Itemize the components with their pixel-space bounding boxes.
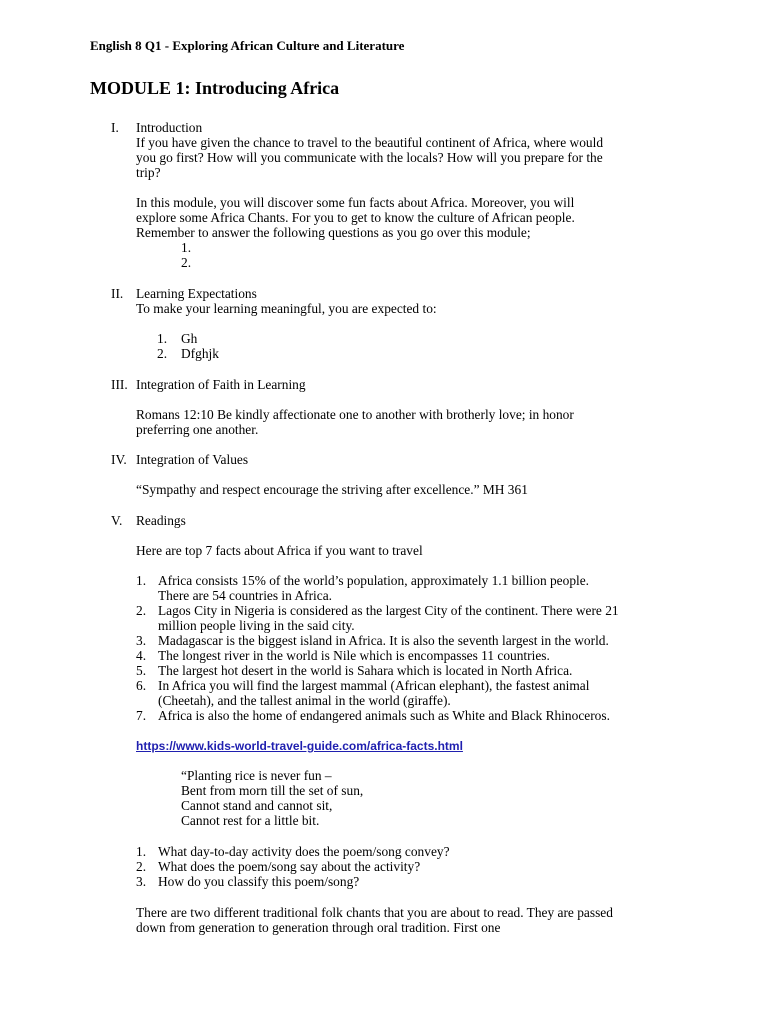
list-text: Africa consists 15% of the world’s population, approximately 1.1 billion people. xyxy=(158,573,590,588)
paragraph-line: To make your learning meaningful, you are expected to: xyxy=(136,301,437,316)
poem-excerpt xyxy=(181,768,363,828)
list-item xyxy=(136,603,696,633)
question-number: 2. xyxy=(181,255,192,270)
list-text: Gh xyxy=(181,331,198,346)
poem-line: “Planting rice is never fun – xyxy=(181,768,332,783)
list-text: What does the poem/song say about the activity? xyxy=(158,859,421,874)
module-title: MODULE 1: Introducing Africa xyxy=(90,78,340,98)
paragraph-line: down from generation to generation through oral tradition. First one xyxy=(136,920,501,935)
list-number: 5. xyxy=(136,663,147,678)
list-number: 2. xyxy=(157,346,168,361)
section-heading: Integration of Faith in Learning xyxy=(136,377,306,392)
list-text: Lagos City in Nigeria is considered as the largest City of the continent. There were 21 xyxy=(158,603,619,618)
section-number: IV. xyxy=(111,452,127,467)
paragraph-line: preferring one another. xyxy=(136,422,259,437)
list-text: Madagascar is the biggest island in Africa. It is also the seventh largest in the world. xyxy=(158,633,609,648)
list-item xyxy=(157,346,696,361)
section-heading: Introduction xyxy=(136,120,203,135)
list-item xyxy=(136,844,696,859)
list-number: 2. xyxy=(136,603,147,618)
list-text: What day-to-day activity does the poem/song convey? xyxy=(158,844,450,859)
list-number: 1. xyxy=(136,573,147,588)
paragraph-line: Romans 12:10 Be kindly affectionate one to another with brotherly love; in honor xyxy=(136,407,574,422)
list-item xyxy=(136,859,696,874)
list-item xyxy=(136,678,696,708)
page-header: English 8 Q1 - Exploring African Culture and Literature xyxy=(90,38,405,53)
paragraph-line: trip? xyxy=(136,165,161,180)
section-number: I. xyxy=(111,120,119,135)
list-text: million people living in the said city. xyxy=(158,618,355,633)
list-text: The largest hot desert in the world is Sahara which is located in North Africa. xyxy=(158,663,573,678)
question-number: 1. xyxy=(181,240,192,255)
section-number: V. xyxy=(111,513,123,528)
list-number: 3. xyxy=(136,874,147,889)
paragraph-line: Remember to answer the following questions as you go over this module; xyxy=(136,225,531,240)
list-text: How do you classify this poem/song? xyxy=(158,874,360,889)
list-text: Africa is also the home of endangered animals such as White and Black Rhinoceros. xyxy=(158,708,610,723)
section-heading: Learning Expectations xyxy=(136,286,257,301)
list-number: 1. xyxy=(157,331,168,346)
list-number: 2. xyxy=(136,859,147,874)
source-link[interactable]: https://www.kids-world-travel-guide.com/africa-facts.html xyxy=(136,739,463,753)
list-item xyxy=(136,708,696,723)
list-item xyxy=(136,663,696,678)
list-item xyxy=(136,874,696,889)
section-number: III. xyxy=(111,377,128,392)
facts-list xyxy=(136,573,696,723)
section-number: II. xyxy=(111,286,124,301)
list-item xyxy=(157,331,696,346)
list-text: The longest river in the world is Nile which is encompasses 11 countries. xyxy=(158,648,550,663)
quote-line: “Sympathy and respect encourage the striving after excellence.” MH 361 xyxy=(136,482,528,497)
paragraph-line: explore some Africa Chants. For you to get to know the culture of African people. xyxy=(136,210,575,225)
section-heading: Readings xyxy=(136,513,186,528)
list-text: Dfghjk xyxy=(181,346,219,361)
poem-line: Cannot stand and cannot sit, xyxy=(181,798,333,813)
poem-line: Bent from morn till the set of sun, xyxy=(181,783,364,798)
paragraph-line: you go first? How will you communicate with the locals? How will you prepare for the xyxy=(136,150,603,165)
poem-questions xyxy=(136,844,696,889)
poem-line: Cannot rest for a little bit. xyxy=(181,813,320,828)
paragraph-line: In this module, you will discover some fun facts about Africa. Moreover, you will xyxy=(136,195,575,210)
list-item xyxy=(136,648,696,663)
closing-paragraph xyxy=(136,905,696,935)
section-heading: Integration of Values xyxy=(136,452,249,467)
paragraph-line: There are two different traditional folk chants that you are about to read. They are passed xyxy=(136,905,613,920)
list-number: 3. xyxy=(136,633,147,648)
list-item xyxy=(136,633,696,648)
list-text: (Cheetah), and the tallest animal in the world (giraffe). xyxy=(158,693,451,708)
list-text: There are 54 countries in Africa. xyxy=(158,588,332,603)
list-number: 1. xyxy=(136,844,147,859)
paragraph-line: Here are top 7 facts about Africa if you want to travel xyxy=(136,543,423,558)
list-item xyxy=(136,573,696,603)
list-number: 6. xyxy=(136,678,147,693)
list-number: 7. xyxy=(136,708,147,723)
list-number: 4. xyxy=(136,648,147,663)
paragraph-line: If you have given the chance to travel to the beautiful continent of Africa, where would xyxy=(136,135,604,150)
list-text: In Africa you will find the largest mammal (African elephant), the fastest animal xyxy=(158,678,590,693)
